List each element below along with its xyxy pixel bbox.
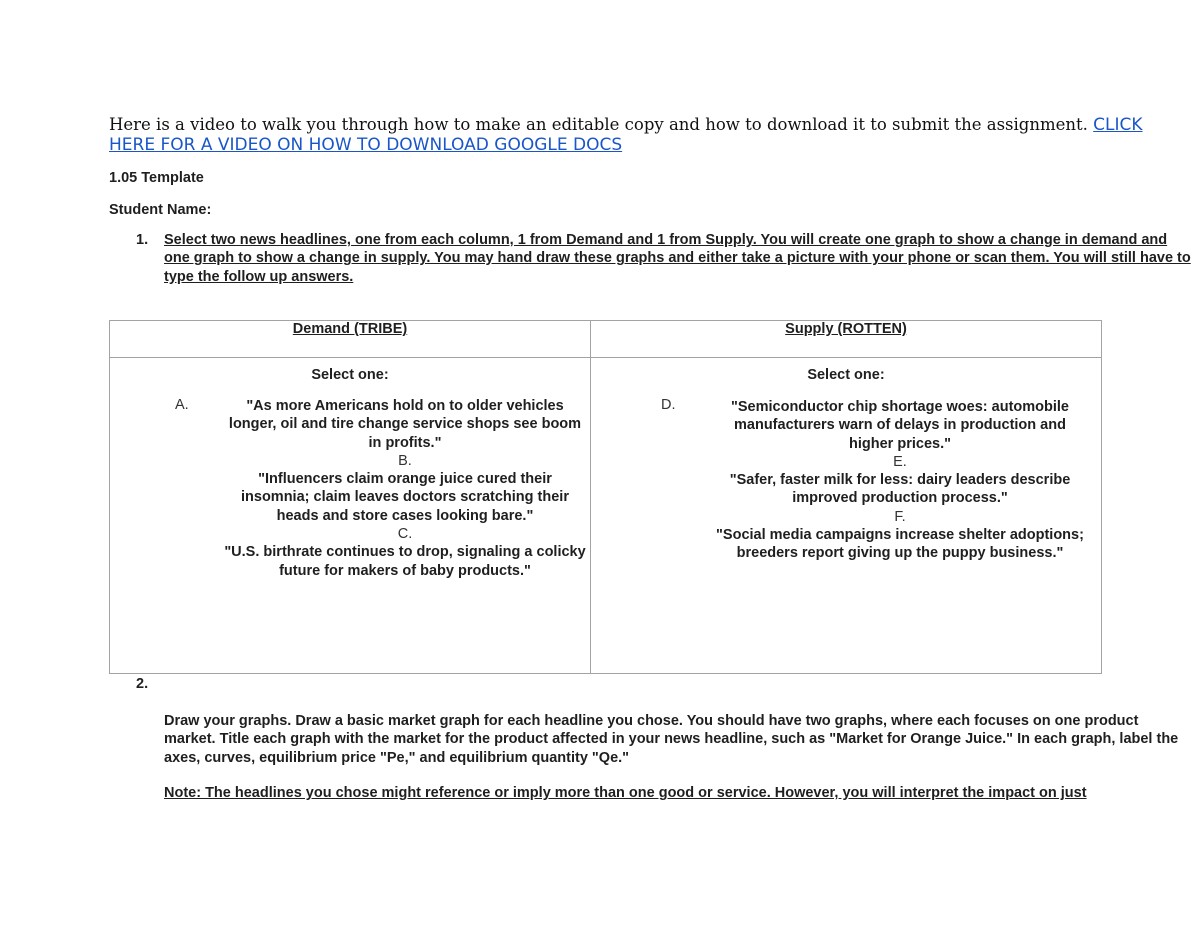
question-1-text: Select two news headlines, one from each column, 1 from Demand and 1 from Supply. You will create one graph to show a change in demand and one graph to show a change in supply. You may hand draw these graphs and either take a picture with your phone or scan them. You will still have to type the follow up answers.	[164, 232, 1191, 285]
template-title: 1.05 Template	[109, 170, 204, 186]
demand-headlines	[222, 397, 588, 580]
supply-column-header: Supply (ROTTEN)	[591, 321, 1102, 358]
demand-column-header: Demand (TRIBE)	[110, 321, 591, 358]
demand-cell	[110, 358, 591, 674]
question-2-text: Draw your graphs. Draw a basic market graph for each headline you chose. You should have two graphs, where each focuses on one product market. Title each graph with the market for the product affected in your news headline, such as "Market for Orange Juice." In each graph, label the axes, curves, equilibrium price "Pe," and equilibrium quantity "Qe."	[164, 713, 1179, 766]
option-a-headline[interactable]: "As more Americans hold on to older vehicles longer, oil and tire change service shops see boom in profits."	[228, 398, 582, 451]
intro-paragraph	[109, 115, 1189, 155]
demand-select-label: Select one:	[311, 367, 389, 383]
supply-select-label: Select one:	[807, 367, 885, 383]
option-c-letter: C.	[397, 526, 413, 543]
question-1-number: 1.	[136, 232, 149, 248]
intro-text: Here is a video to walk you through how to make an editable copy and how to download it to submit the assignment.	[109, 115, 1094, 134]
question-2-note: Note: The headlines you chose might reference or imply more than one good or service. However, you will interpret the impact on just	[164, 785, 1087, 801]
student-name-label: Student Name:	[109, 202, 212, 218]
option-f-letter: F.	[894, 508, 906, 525]
option-c-headline[interactable]: "U.S. birthrate continues to drop, signaling a colicky future for makers of baby products."	[224, 544, 586, 579]
option-a-letter: A.	[175, 397, 189, 413]
supply-headlines-block	[710, 398, 1090, 563]
option-e-letter: E.	[893, 453, 907, 470]
option-b-letter: B.	[398, 452, 412, 469]
option-b-headline[interactable]: "Influencers claim orange juice cured their insomnia; claim leaves doctors scratching their heads and store cases looking bare."	[241, 471, 569, 524]
option-d-headline[interactable]: "Semiconductor chip shortage woes: automobile manufacturers warn of delays in production and higher prices."	[730, 399, 1069, 452]
download-video-link[interactable]: CLICK HERE FOR A VIDEO ON HOW TO DOWNLOAD GOOGLE DOCS	[109, 115, 1143, 155]
question-2-number: 2.	[136, 676, 149, 692]
option-d-letter: D.	[661, 397, 676, 413]
option-f-headline[interactable]: "Social media campaigns increase shelter adoptions; breeders report giving up the puppy business."	[716, 527, 1084, 562]
option-e-headline[interactable]: "Safer, faster milk for less: dairy leaders describe improved production process."	[729, 472, 1071, 507]
